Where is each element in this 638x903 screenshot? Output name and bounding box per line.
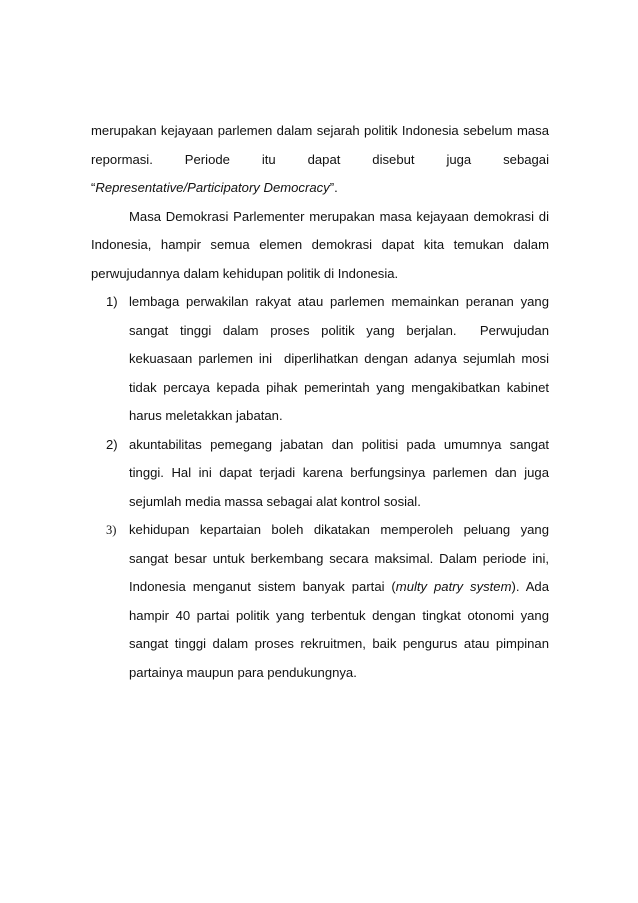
list-item-text: akuntabilitas pemegang jabatan dan politisi pada umumnya sangat tinggi. Hal ini dapat terjadi karena berfungsinya parlemen dan juga sejumlah media massa sebagai alat kontrol sosial.: [129, 436, 549, 509]
paragraph-1-text-2: ”.: [329, 180, 338, 195]
list-item-text: lembaga perwakilan rakyat atau parlemen memainkan peranan yang sangat tinggi dalam proses politik yang berjalan. Perwujudan kekuasaan parlemen ini diperlihatkan dengan adanya sejumlah mosi tidak percaya kepada pihak pemerintah yang mengakibatkan kabinet harus meletakkan jabatan.: [129, 294, 549, 423]
list-item-text-part-2: ). Ada hampir 40 partai politik yang terbentuk dengan tingkat otonomi yang sangat tinggi dalam proses rekruitmen, baik pengurus atau pimpinan partainya maupun para pendukungnya.: [129, 579, 549, 680]
list-number: 2): [106, 436, 118, 452]
paragraph-1-text-1: merupakan kejayaan parlemen dalam sejarah politik Indonesia sebelum masa reporm​asi. Periode itu dapat disebut juga sebagai “: [91, 123, 549, 195]
list-item-italic-term: multy patry system: [395, 579, 512, 594]
paragraph-1-italic-term: Representative/Participatory Democracy: [95, 180, 330, 195]
document-body: [91, 117, 549, 687]
list-item-3: [91, 516, 549, 687]
list-item-text-part-1: kehidupan kepartaian boleh dikatakan memperoleh peluang yang sangat besar untuk berkembang secara maksimal. Dalam periode ini, Indonesia menganut sistem banyak partai (: [129, 522, 549, 594]
list-number: 3): [106, 523, 117, 537]
paragraph-continuation: [91, 117, 549, 203]
list-item-1: [91, 288, 549, 431]
list-item-2: [91, 431, 549, 517]
paragraph-demokrasi-parlementer: Masa Demokrasi Parlementer merupakan masa kejayaan demokrasi di Indonesia, hampir semua elemen demokrasi dapat kita temukan dalam perwujudannya dalam kehidupan politik di Indonesia.: [91, 208, 549, 281]
numbered-list: [91, 288, 549, 687]
list-number: 1): [106, 294, 118, 309]
